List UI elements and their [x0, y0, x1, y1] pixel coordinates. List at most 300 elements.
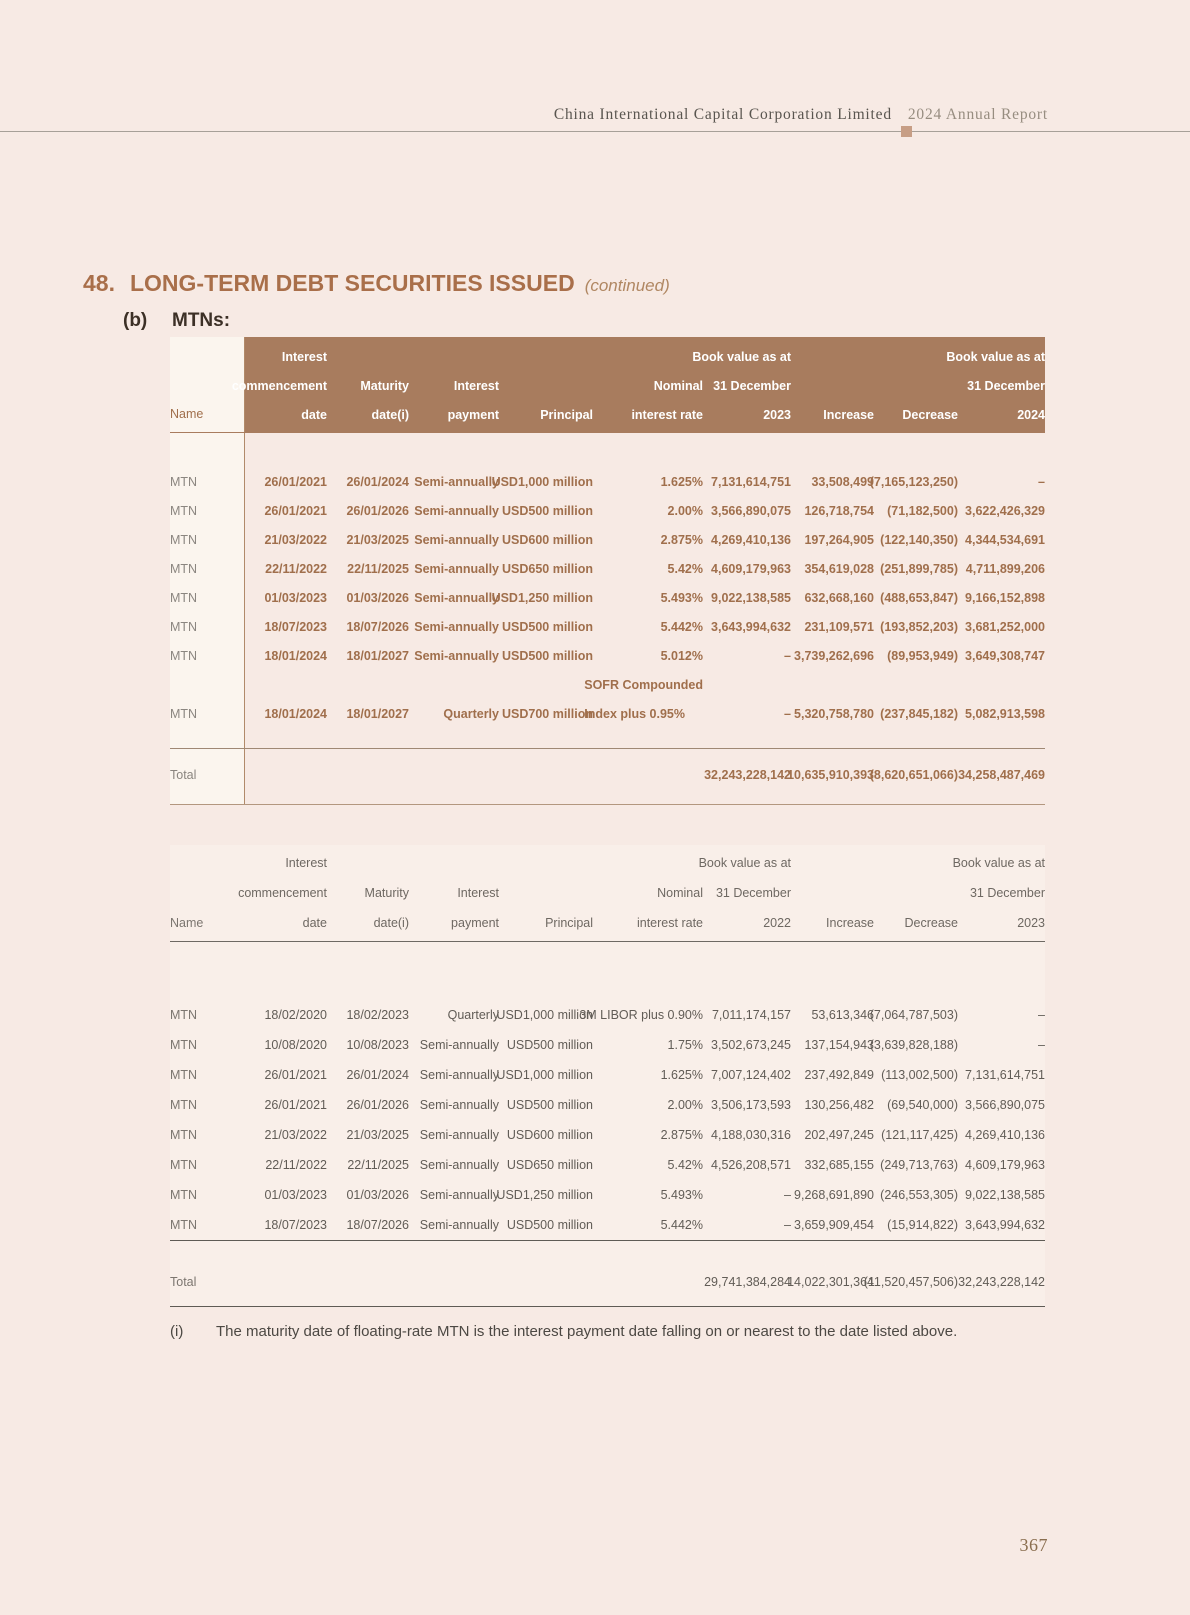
- cell-text: 7,131,614,751: [711, 475, 791, 489]
- row-value-cell: [593, 1180, 703, 1210]
- row-value-cell: [593, 613, 703, 642]
- row-value-cell: [245, 526, 327, 555]
- row-value-cell: [593, 584, 703, 613]
- cell-text: 29,741,384,284: [704, 1275, 791, 1289]
- column-header: [593, 337, 703, 433]
- row-value-cell: [409, 671, 499, 729]
- row-value-cell: [327, 497, 409, 526]
- cell-text: Semi-annually: [419, 1038, 499, 1052]
- table-body: [170, 433, 1045, 729]
- row-value-cell: [791, 1120, 874, 1150]
- cell-text: 21/03/2022: [264, 1128, 327, 1142]
- cell-text: 22/11/2022: [265, 562, 327, 576]
- cell-text: 3,643,994,632: [711, 620, 791, 634]
- row-name-cell: [170, 613, 245, 642]
- cell-text: 4,711,899,206: [965, 562, 1045, 576]
- cell-text: Semi-annually: [414, 475, 499, 489]
- row-value-cell: [593, 1210, 703, 1240]
- cell-text: 3,566,890,075: [965, 1098, 1045, 1112]
- cell-text: MTN: [170, 562, 198, 576]
- column-header-line: interest rate: [636, 916, 703, 930]
- row-value-cell: [593, 1120, 703, 1150]
- row-value-cell: [703, 1000, 791, 1030]
- row-value-cell: [409, 1180, 499, 1210]
- cell-text: 5.012%: [660, 649, 703, 663]
- row-value-cell: [863, 1267, 958, 1297]
- cell-text: 3,566,890,075: [711, 504, 791, 518]
- cell-text: USD500 million: [502, 504, 593, 518]
- row-value-cell: [958, 613, 1045, 642]
- cell-text: 1.75%: [667, 1038, 703, 1052]
- row-name-cell: [170, 584, 245, 613]
- cell-text: Semi-annually: [414, 562, 499, 576]
- row-value-cell: [869, 761, 958, 790]
- column-header-line: Principal: [545, 916, 593, 930]
- row-value-cell: [499, 526, 593, 555]
- cell-text: 18/07/2026: [346, 1218, 409, 1232]
- subsection-title: [123, 310, 1190, 332]
- cell-text: MTN: [170, 1038, 198, 1052]
- cell-text: USD1,250 million: [491, 591, 593, 605]
- column-header-line: Interest: [453, 379, 499, 393]
- cell-text: (8,620,651,066): [869, 768, 958, 782]
- cell-text: 5,082,913,598: [965, 707, 1045, 721]
- row-value-cell: [245, 1120, 327, 1150]
- row-value-cell: [499, 555, 593, 584]
- row-value-cell: [245, 1210, 327, 1240]
- cell-text: MTN: [170, 707, 198, 721]
- table-row: [170, 1060, 1045, 1090]
- cell-text: MTN: [170, 1008, 198, 1022]
- cell-text: MTN: [170, 533, 198, 547]
- cell-text: 4,609,179,963: [965, 1158, 1045, 1172]
- cell-text: USD600 million: [502, 533, 593, 547]
- cell-text: Total: [170, 1275, 197, 1289]
- cell-text: (488,653,847): [880, 591, 958, 605]
- cell-text: 10/08/2023: [346, 1038, 409, 1052]
- table-row: [170, 555, 1045, 584]
- cell-text: –: [784, 649, 791, 663]
- table-header-row: [170, 845, 1045, 942]
- cell-text: 3,659,909,454: [794, 1218, 874, 1232]
- row-value-cell: [703, 642, 791, 671]
- row-value-cell: [703, 584, 791, 613]
- row-value-cell: [245, 761, 327, 790]
- row-value-cell: [245, 555, 327, 584]
- section-continued-label: (continued): [584, 276, 670, 295]
- cell-text: 26/01/2021: [264, 475, 327, 489]
- column-header-line: Book value as at: [698, 856, 791, 870]
- cell-text: 21/03/2025: [346, 533, 409, 547]
- row-value-cell: [791, 468, 874, 497]
- cell-text: 01/03/2026: [346, 1188, 409, 1202]
- row-value-cell: [584, 671, 703, 729]
- cell-text: 01/03/2023: [264, 591, 327, 605]
- column-header-line: Increase: [826, 916, 874, 930]
- cell-text: Semi-annually: [419, 1158, 499, 1172]
- row-value-cell: [958, 1120, 1045, 1150]
- cell-text: 22/11/2025: [347, 562, 409, 576]
- column-header: [499, 845, 593, 941]
- cell-text: 3,643,994,632: [965, 1218, 1045, 1232]
- row-name-cell: [170, 468, 245, 497]
- row-value-cell: [499, 1090, 593, 1120]
- cell-text: Semi-annually: [419, 1098, 499, 1112]
- column-header: [946, 337, 1045, 433]
- table-row: [170, 1267, 1045, 1297]
- cell-text: Semi-annually: [414, 504, 499, 518]
- cell-text: USD500 million: [502, 649, 593, 663]
- column-header-line: date(i): [371, 408, 409, 422]
- cell-text: 21/03/2022: [264, 533, 327, 547]
- row-value-cell: [703, 1030, 791, 1060]
- row-value-cell: [791, 642, 874, 671]
- column-header: [409, 845, 499, 941]
- header-rule: [0, 131, 1190, 132]
- column-header-line: date: [301, 408, 327, 422]
- table-row: [170, 613, 1045, 642]
- column-header-line: Interest: [285, 856, 327, 870]
- row-value-cell: [958, 526, 1045, 555]
- cell-text: 5.493%: [660, 591, 703, 605]
- cell-text: USD500 million: [506, 1218, 593, 1232]
- row-value-cell: [327, 468, 409, 497]
- column-header: [327, 337, 409, 433]
- row-value-cell: [874, 1060, 958, 1090]
- table-row: [170, 1120, 1045, 1150]
- cell-text: 26/01/2021: [264, 1098, 327, 1112]
- cell-text: 231,109,571: [804, 620, 874, 634]
- row-value-cell: [593, 1030, 703, 1060]
- row-value-cell: [409, 1030, 499, 1060]
- row-name-cell: [170, 761, 245, 790]
- mtn-table-2024: [170, 337, 1045, 805]
- cell-text: 9,022,138,585: [711, 591, 791, 605]
- table-row: [170, 526, 1045, 555]
- cell-text: 9,166,152,898: [965, 591, 1045, 605]
- cell-text: 18/07/2023: [264, 620, 327, 634]
- mtn-table-2023: [170, 845, 1045, 1307]
- row-value-cell: [245, 1150, 327, 1180]
- column-header-line: 2023: [763, 408, 791, 422]
- row-value-cell: [874, 1180, 958, 1210]
- cell-text: Semi-annually: [419, 1188, 499, 1202]
- cell-text: USD650 million: [506, 1158, 593, 1172]
- cell-text: 4,269,410,136: [965, 1128, 1045, 1142]
- column-header: [499, 337, 593, 433]
- row-value-cell: [593, 526, 703, 555]
- row-value-cell: [409, 526, 499, 555]
- row-value-cell: [703, 761, 791, 790]
- row-value-cell: [791, 613, 874, 642]
- column-header: [593, 845, 703, 941]
- row-value-cell: [499, 1030, 593, 1060]
- footnote-text: The maturity date of floating-rate MTN is the interest payment date falling on or nearest to the date listed above.: [216, 1323, 958, 1340]
- row-value-cell: [245, 1030, 327, 1060]
- table-row: [170, 1210, 1045, 1240]
- row-value-cell: [327, 1090, 409, 1120]
- row-value-cell: [958, 497, 1045, 526]
- cell-text: 10/08/2020: [264, 1038, 327, 1052]
- row-value-cell: [958, 671, 1045, 729]
- cell-text: Semi-annually: [414, 649, 499, 663]
- column-header-line: payment: [451, 916, 499, 930]
- row-name-cell: [170, 1210, 245, 1240]
- row-value-cell: [245, 642, 327, 671]
- cell-text: 26/01/2026: [346, 504, 409, 518]
- row-value-cell: [409, 642, 499, 671]
- row-value-cell: [593, 497, 703, 526]
- cell-text: (71,182,500): [887, 504, 958, 518]
- row-value-cell: [327, 555, 409, 584]
- row-value-cell: [496, 1060, 593, 1090]
- cell-text: 9,022,138,585: [965, 1188, 1045, 1202]
- column-header: [692, 337, 791, 433]
- row-value-cell: [703, 468, 791, 497]
- column-header-line: Book value as at: [952, 856, 1045, 870]
- table-row: [170, 584, 1045, 613]
- row-value-cell: [245, 1060, 327, 1090]
- cell-text: Semi-annually: [419, 1068, 499, 1082]
- table-row: [170, 761, 1045, 790]
- row-value-cell: [327, 613, 409, 642]
- row-value-cell: [327, 642, 409, 671]
- cell-text: 26/01/2024: [346, 475, 409, 489]
- cell-text: 3,649,308,747: [965, 649, 1045, 663]
- column-header-line: 2024: [1017, 408, 1045, 422]
- row-value-cell: [409, 584, 499, 613]
- cell-text: 354,619,028: [804, 562, 874, 576]
- row-value-cell: [874, 584, 958, 613]
- column-header-line: Name: [170, 916, 204, 930]
- cell-text: –: [784, 1188, 791, 1202]
- subsection-text: MTNs:: [172, 310, 231, 331]
- row-name-cell: [170, 526, 245, 555]
- row-value-cell: [791, 1210, 874, 1240]
- row-value-cell: [409, 1150, 499, 1180]
- cell-text: (11,520,457,506): [863, 1275, 958, 1289]
- table-header-row: [170, 337, 1045, 433]
- column-header-line: Interest: [281, 350, 327, 364]
- cell-text: (7,165,123,250): [869, 475, 958, 489]
- row-value-cell: [499, 1120, 593, 1150]
- cell-text: 3,622,426,329: [965, 504, 1045, 518]
- cell-text: MTN: [170, 1158, 198, 1172]
- column-header-line: commencement: [231, 379, 327, 393]
- column-header: [231, 337, 327, 433]
- row-name-cell: [170, 671, 245, 729]
- cell-text: –: [1038, 1008, 1045, 1022]
- row-value-cell: [409, 497, 499, 526]
- cell-text: MTN: [170, 591, 198, 605]
- row-value-cell: [593, 468, 703, 497]
- row-value-cell: [409, 1000, 499, 1030]
- row-value-cell: [499, 1267, 593, 1297]
- cell-text: (122,140,350): [880, 533, 958, 547]
- row-value-cell: [327, 1120, 409, 1150]
- row-name-cell: [170, 1120, 245, 1150]
- column-header-line: Book value as at: [946, 350, 1045, 364]
- cell-text: 202,497,245: [804, 1128, 874, 1142]
- row-value-cell: [703, 526, 791, 555]
- cell-text: 332,685,155: [804, 1158, 874, 1172]
- column-header: [698, 845, 791, 941]
- row-value-cell: [245, 497, 327, 526]
- row-value-cell: [874, 671, 958, 729]
- cell-text: 32,243,228,142: [704, 768, 791, 782]
- row-value-cell: [409, 761, 499, 790]
- section-number: 48.: [83, 270, 115, 296]
- cell-text: MTN: [170, 649, 198, 663]
- section-title: [83, 270, 1190, 297]
- column-header-line: payment: [447, 408, 499, 422]
- cell-text: 3,506,173,593: [711, 1098, 791, 1112]
- cell-text: USD1,250 million: [496, 1188, 593, 1202]
- column-header-line: Principal: [540, 408, 593, 422]
- cell-text: –: [784, 707, 791, 721]
- row-value-cell: [327, 526, 409, 555]
- row-value-cell: [593, 1150, 703, 1180]
- row-value-cell: [245, 1267, 327, 1297]
- cell-text: 3,502,673,245: [711, 1038, 791, 1052]
- cell-text: 32,243,228,142: [958, 1275, 1045, 1289]
- row-value-cell: [409, 1060, 499, 1090]
- cell-text: (7,064,787,503): [869, 1008, 958, 1022]
- cell-text: 4,344,534,691: [965, 533, 1045, 547]
- row-name-cell: [170, 497, 245, 526]
- cell-text: 01/03/2023: [264, 1188, 327, 1202]
- table-row: [170, 497, 1045, 526]
- cell-text: 18/07/2023: [264, 1218, 327, 1232]
- cell-text: USD700 million: [502, 707, 593, 721]
- column-header-line: Nominal: [653, 379, 703, 393]
- row-value-cell: [245, 613, 327, 642]
- column-header-line: Increase: [823, 408, 874, 422]
- cell-text: 5.442%: [660, 1218, 703, 1232]
- row-value-cell: [593, 1060, 703, 1090]
- row-value-cell: [958, 1267, 1045, 1297]
- cell-text: Semi-annually: [419, 1218, 499, 1232]
- table-row: [170, 1090, 1045, 1120]
- cell-text: –: [1038, 1038, 1045, 1052]
- table-row: [170, 1000, 1045, 1030]
- column-header-line: Decrease: [902, 408, 958, 422]
- cell-text: 22/11/2025: [347, 1158, 409, 1172]
- cell-text: 53,613,346: [811, 1008, 874, 1022]
- cell-text: MTN: [170, 620, 198, 634]
- row-value-cell: [787, 761, 874, 790]
- row-value-cell: [593, 642, 703, 671]
- column-header-line: date(i): [373, 916, 409, 930]
- row-value-cell: [409, 1267, 499, 1297]
- row-value-cell: [499, 1210, 593, 1240]
- table-row: [170, 468, 1045, 497]
- cell-text: 4,188,030,316: [711, 1128, 791, 1142]
- row-value-cell: [491, 468, 593, 497]
- row-value-cell: [499, 497, 593, 526]
- cell-text: USD1,000 million: [491, 475, 593, 489]
- row-value-cell: [958, 1000, 1045, 1030]
- column-header-line: Interest: [457, 886, 499, 900]
- row-value-cell: [499, 642, 593, 671]
- cell-text: 1.625%: [660, 475, 703, 489]
- row-value-cell: [491, 584, 593, 613]
- row-value-cell: [499, 613, 593, 642]
- report-name: 2024 Annual Report: [907, 106, 1048, 123]
- column-header: [952, 845, 1045, 941]
- row-value-cell: [327, 1210, 409, 1240]
- row-name-cell: [170, 1090, 245, 1120]
- row-value-cell: [245, 671, 327, 729]
- row-value-cell: [409, 1210, 499, 1240]
- row-name-cell: [170, 1150, 245, 1180]
- row-value-cell: [703, 1150, 791, 1180]
- row-value-cell: [409, 613, 499, 642]
- cell-text: 18/01/2024: [264, 707, 327, 721]
- column-header-line: date: [302, 916, 327, 930]
- row-value-cell: [327, 584, 409, 613]
- cell-text: 3M LIBOR plus 0.90%: [579, 1008, 703, 1022]
- cell-text: 632,668,160: [804, 591, 874, 605]
- column-header: [874, 845, 958, 941]
- cell-text: 10,635,910,393: [787, 768, 874, 782]
- cell-text: 14,022,301,364: [787, 1275, 874, 1289]
- cell-text: (69,540,000): [887, 1098, 958, 1112]
- cell-text: Semi-annually: [414, 620, 499, 634]
- cell-text: MTN: [170, 1068, 198, 1082]
- row-value-cell: [791, 526, 874, 555]
- column-header: [327, 845, 409, 941]
- cell-text: 26/01/2021: [264, 504, 327, 518]
- table-body: [170, 942, 1045, 1240]
- cell-text: (237,845,182): [880, 707, 958, 721]
- running-header: [0, 0, 1190, 132]
- column-header: [238, 845, 327, 941]
- cell-text: 01/03/2026: [346, 591, 409, 605]
- row-value-cell: [787, 1267, 874, 1297]
- running-header-text: [0, 106, 1048, 124]
- row-value-cell: [593, 1090, 703, 1120]
- row-name-cell: [170, 1267, 245, 1297]
- cell-text: MTN: [170, 1218, 198, 1232]
- cell-text: 26/01/2021: [264, 1068, 327, 1082]
- cell-text: 9,268,691,890: [794, 1188, 874, 1202]
- cell-text: 126,718,754: [804, 504, 874, 518]
- row-value-cell: [791, 1180, 874, 1210]
- column-header-line: interest rate: [631, 408, 703, 422]
- row-name-cell: [170, 1000, 245, 1030]
- row-value-cell: [791, 1150, 874, 1180]
- section-title-text: LONG-TERM DEBT SECURITIES ISSUED: [129, 270, 575, 296]
- cell-text: (15,914,822): [887, 1218, 958, 1232]
- row-value-cell: [327, 761, 409, 790]
- table-row: [170, 1180, 1045, 1210]
- table-row: [170, 1030, 1045, 1060]
- row-value-cell: [791, 497, 874, 526]
- table-row: [170, 671, 1045, 729]
- cell-text: USD1,000 million: [496, 1068, 593, 1082]
- column-header-line: commencement: [238, 886, 327, 900]
- row-name-cell: [170, 1180, 245, 1210]
- cell-text: 34,258,487,469: [958, 768, 1045, 782]
- cell-text: 4,609,179,963: [711, 562, 791, 576]
- row-value-cell: [791, 1030, 874, 1060]
- page-number: 367: [1019, 1535, 1048, 1555]
- column-header-line: 31 December: [713, 379, 791, 393]
- cell-text: USD500 million: [506, 1098, 593, 1112]
- row-value-cell: [874, 1090, 958, 1120]
- cell-text: (193,852,203): [880, 620, 958, 634]
